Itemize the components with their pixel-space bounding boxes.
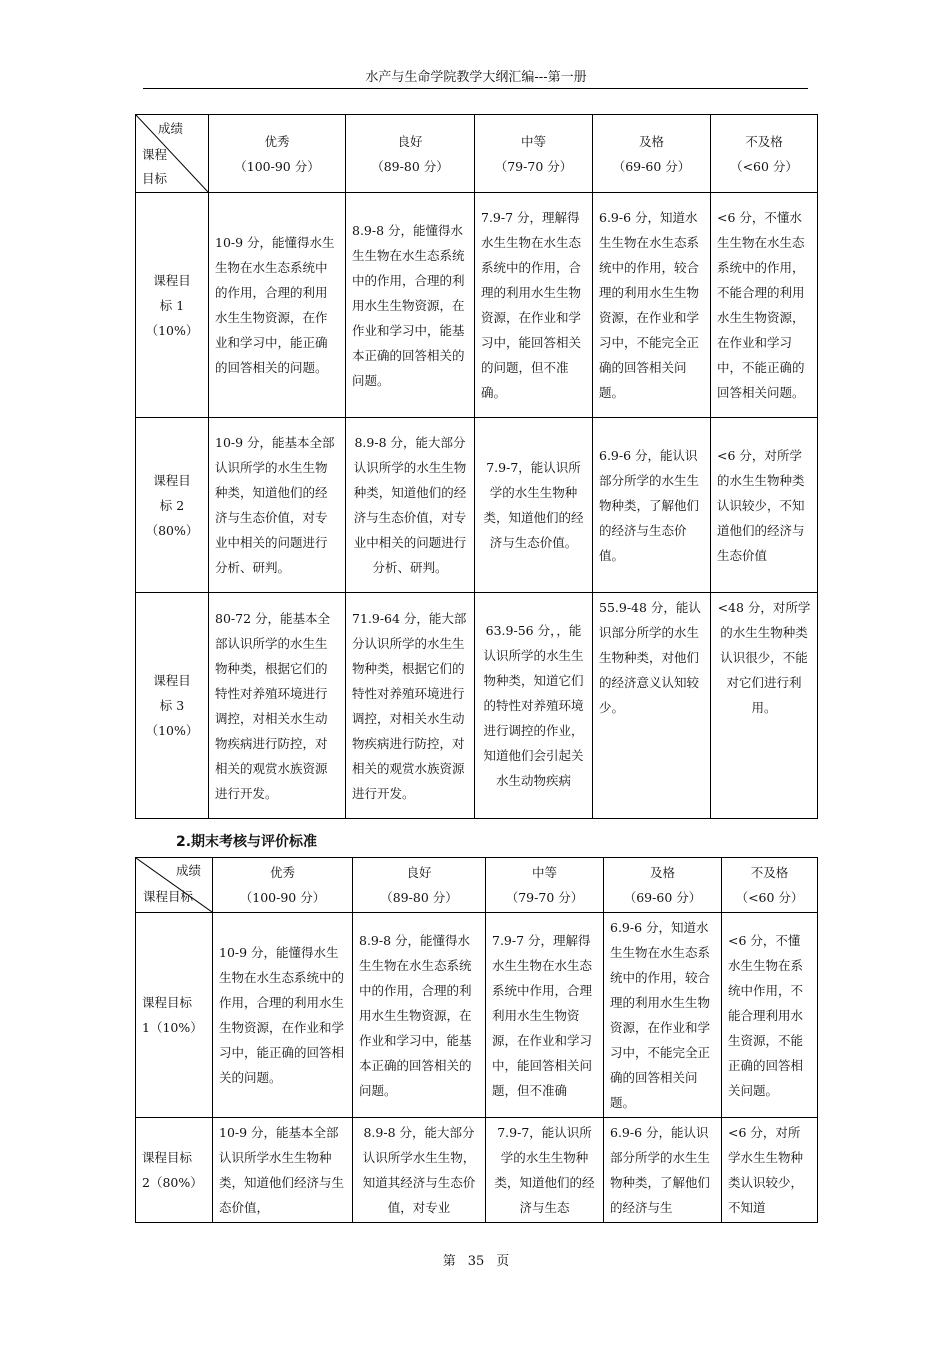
cell-fail: <48 分，对所学的水生生物种类认识很少，不能对它们进行利用。 xyxy=(711,593,818,819)
col-header-excellent: 优秀 （100-90 分） xyxy=(213,858,353,913)
cell-medium: 63.9-56 分，，能认识所学的水生生物种类，知道它们的特性对养殖环境进行调控的作业，知道他们会引起关水生动物疾病 xyxy=(475,593,593,819)
cell-fail: <6 分，对所学水生生物种类认识较少，不知道 xyxy=(722,1118,818,1223)
col-header-medium: 中等 （79-70 分） xyxy=(475,115,593,193)
final-exam-grading-table xyxy=(135,857,818,1223)
cell-pass: 6.9-6 分，知道水生生物在水生态系统中的作用，较合理的利用水生生物资源，在作业和学习中，不能完全正确的回答相关问题。 xyxy=(593,193,711,418)
cell-good: 8.9-8 分，能懂得水生生物在水生态系统中的作用，合理的利用水生生物资源，在作业和学习中，能基本正确的回答相关的问题。 xyxy=(346,193,475,418)
table-row xyxy=(136,193,818,418)
col-header-fail: 不及格 （<60 分） xyxy=(722,858,818,913)
header-rule xyxy=(143,88,808,89)
cell-good: 8.9-8 分，能大部分认识所学的水生生物种类，知道他们的经济与生态价值，对专业中相关的问题进行分析、研判。 xyxy=(346,418,475,593)
corner-label-grade: 成绩 xyxy=(176,863,202,878)
table2-header-row xyxy=(136,858,818,913)
cell-pass: 6.9-6 分，能认识部分所学的水生生物种类，了解他们的经济与生 xyxy=(604,1118,722,1223)
cell-excellent: 80-72 分，能基本全部认识所学的水生生物种类，根据它们的特性对养殖环境进行调控，对相关水生动物疾病进行防控，对相关的观赏水族资源进行开发。 xyxy=(209,593,346,819)
col-header-pass: 及格 （69-60 分） xyxy=(604,858,722,913)
cell-excellent: 10-9 分，能基本全部认识所学的水生生物种类，知道他们的经济与生态价值，对专业中相关的问题进行分析、研判。 xyxy=(209,418,346,593)
page-number: 35 xyxy=(467,1254,485,1269)
cell-medium: 7.9-7 分，理解得水生生物在水生态系统中作用，合理利用水生生物资源，在作业和学习中，能回答相关问题，但不准确 xyxy=(486,913,604,1118)
col-header-pass: 及格 （69-60 分） xyxy=(593,115,711,193)
cell-excellent: 10-9 分，能懂得水生生物在水生态系统中的作用，合理的利用水生生物资源，在作业和学习中，能正确的回答相关的问题。 xyxy=(209,193,346,418)
corner-label-objective: 目标 xyxy=(142,171,168,186)
cell-good: 71.9-64 分，能大部分认识所学的水生生物种类，根据它们的特性对养殖环境进行调控，对相关水生动物疾病进行防控，对相关的观赏水族资源进行开发。 xyxy=(346,593,475,819)
row-label-objective-1: 课程目 标 1 （10%） xyxy=(136,193,209,418)
page-prefix: 第 xyxy=(442,1254,456,1269)
row-label-objective-2: 课程目标 2（80%） xyxy=(136,1118,213,1223)
cell-medium: 7.9-7，能认识所学的水生生物种类，知道他们的经济与生态价值。 xyxy=(475,418,593,593)
col-header-excellent: 优秀 （100-90 分） xyxy=(209,115,346,193)
col-header-good: 良好 （89-80 分） xyxy=(346,115,475,193)
table-row xyxy=(136,593,818,819)
cell-good: 8.9-8 分，能大部分认识所学水生生物，知道其经济与生态价值，对专业 xyxy=(353,1118,486,1223)
cell-pass: 6.9-6 分，能认识部分所学的水生生物种类，了解他们的经济与生态价值。 xyxy=(593,418,711,593)
corner-label-course: 课程 xyxy=(142,147,168,162)
running-header: 水产与生命学院教学大纲汇编---第一册 xyxy=(365,70,587,85)
col-header-medium: 中等 （79-70 分） xyxy=(486,858,604,913)
col-header-good: 良好 （89-80 分） xyxy=(353,858,486,913)
table-row xyxy=(136,418,818,593)
page-suffix: 页 xyxy=(496,1254,510,1269)
cell-pass: 6.9-6 分，知道水生生物在水生态系统中的作用，较合理的利用水生生物资源，在作业和学习中，不能完全正确的回答相关问题。 xyxy=(604,913,722,1118)
page-footer xyxy=(0,1250,952,1269)
table2-corner-cell xyxy=(136,858,213,913)
cell-pass: 55.9-48 分，能认识部分所学的水生生物种类，对他们的经济意义认知较少。 xyxy=(593,593,711,819)
row-label-objective-3: 课程目 标 3 （10%） xyxy=(136,593,209,819)
cell-medium: 7.9-7 分，理解得水生生物在水生态系统中的作用，合理的利用水生生物资源，在作业和学习中，能回答相关的问题，但不准确。 xyxy=(475,193,593,418)
row-label-objective-1: 课程目标 1（10%） xyxy=(136,913,213,1118)
row-label-objective-2: 课程目 标 2 （80%） xyxy=(136,418,209,593)
section-heading: 2.期末考核与评价标准 xyxy=(176,834,318,850)
cell-fail: <6 分，不懂水生生物在水生态系统中的作用，不能合理的利用水生生物资源，在作业和学习中，不能正确的回答相关问题。 xyxy=(711,193,818,418)
table1-corner-cell xyxy=(136,115,209,193)
cell-fail: <6 分，对所学的水生生物种类认识较少，不知道他们的经济与生态价值 xyxy=(711,418,818,593)
cell-medium: 7.9-7，能认识所学的水生生物种类，知道他们的经济与生态 xyxy=(486,1118,604,1223)
cell-good: 8.9-8 分，能懂得水生生物在水生态系统中的作用，合理的利用水生生物资源，在作业和学习中，能基本正确的回答相关的问题。 xyxy=(353,913,486,1118)
grading-table-course-objectives xyxy=(135,114,818,819)
cell-excellent: 10-9 分，能懂得水生生物在水生态系统中的作用，合理的利用水生生物资源，在作业和学习中，能正确的回答相关的问题。 xyxy=(213,913,353,1118)
table-row xyxy=(136,1118,818,1223)
table-row xyxy=(136,913,818,1118)
cell-excellent: 10-9 分，能基本全部认识所学水生生物种类，知道他们经济与生态价值， xyxy=(213,1118,353,1223)
corner-label-grade: 成绩 xyxy=(158,121,184,136)
col-header-fail: 不及格 （<60 分） xyxy=(711,115,818,193)
cell-fail: <6 分，不懂水生生物在系统中作用，不能合理利用水生资源，不能正确的回答相关问题。 xyxy=(722,913,818,1118)
corner-label-course-objective: 课程目标 xyxy=(143,889,194,904)
table1-header-row xyxy=(136,115,818,193)
